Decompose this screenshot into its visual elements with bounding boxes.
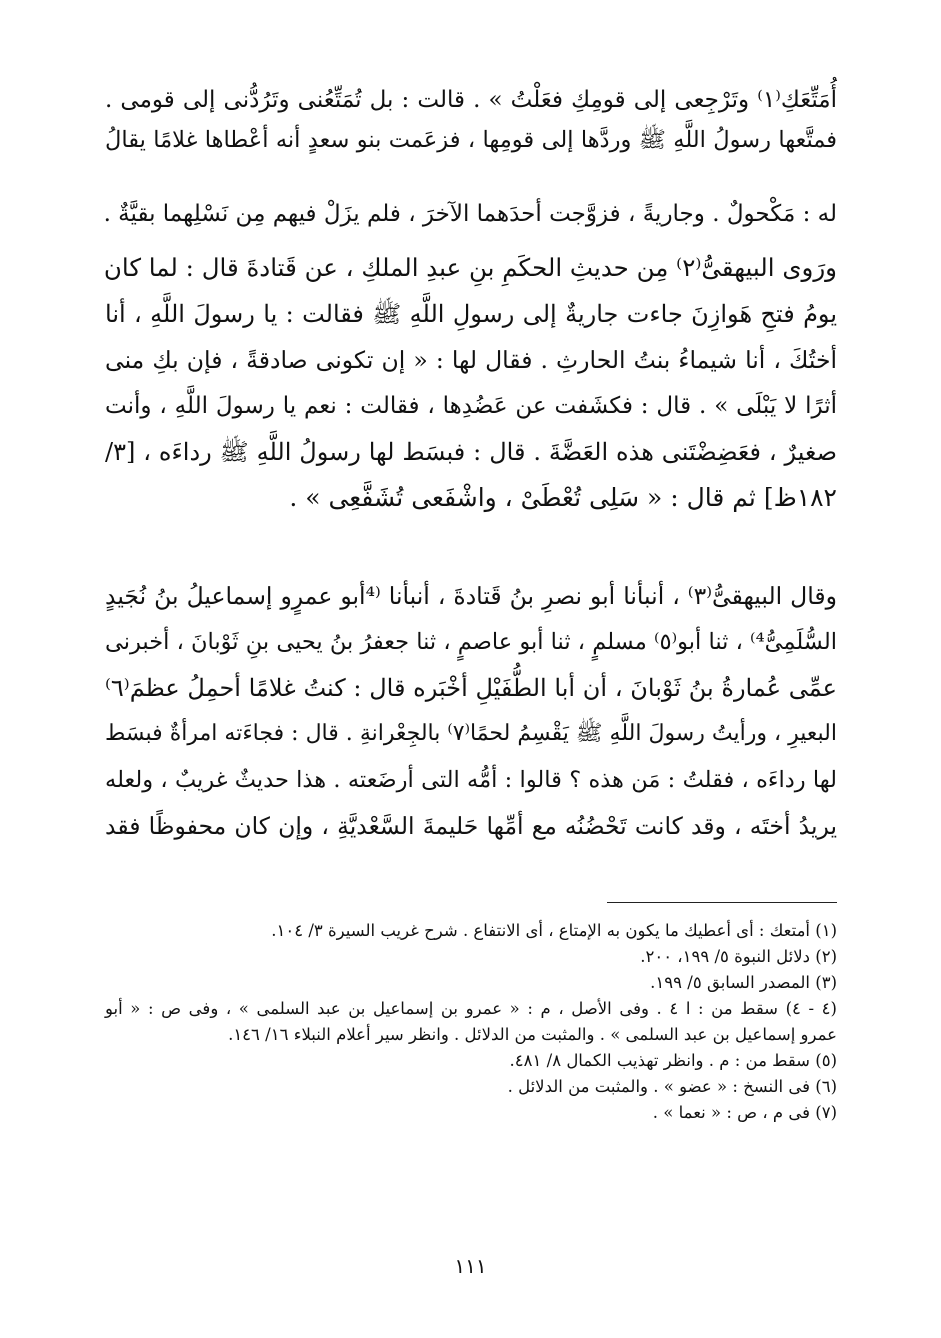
body-line-3: له : مَكْحولٌ . وجاريةً ، فزوَّجت أحدَهما الآخرَ ، فلم يزَلْ فيهم مِن نَسْلِهما بقيَّةٌ . (103, 201, 837, 227)
body-line-12: عمِّى عُمارةُ بنُ ثَوْبانَ ، أن أبا الطُّفَيْلِ أخْبَره قال : كنتُ غلامًا أحمِلُ عظمَ⁽٦⁾ (105, 674, 837, 702)
body-line-11: السُّلَمِىُّ⁴⁾ ، ثنا أبو⁽٥⁾ مسلمٍ ، ثنا أبو عاصمٍ ، ثنا جعفرُ بنُ يحيى بنِ ثَوْبانَ ، أخبرنى (105, 629, 837, 655)
footnote-7: (٧) فى م ، ص : « نعما » . (652, 1103, 837, 1122)
footnote-2: (٢) دلائل النبوة ٥/ ١٩٩، ٢٠٠. (640, 947, 837, 966)
body-line-8: صغيرٌ ، فعَضِضْتَنى هذه العَضَّةَ . قال : فبسَط لها رسولُ اللَّهِ ﷺ رداءَه ، [٣/ (105, 438, 837, 466)
footnote-divider (607, 902, 837, 903)
body-line-6: أختُكَ ، أنا شيماءُ بنتُ الحارثِ . فقال لها : « إن تكونى صادقةً ، فإن بكِ منى (105, 346, 837, 374)
page-number: ١١١ (454, 1254, 487, 1278)
footnote-6: (٦) فى النسخ : « عضو » . والمثبت من الدلائل . (507, 1077, 837, 1096)
body-line-2: فمتَّعها رسولُ اللَّهِ ﷺ وردَّها إلى قومِها ، فزعَمت بنو سعدٍ أنه أعْطاها غلامًا يقالُ (105, 127, 837, 153)
footnote-1: (١) أمتعك : أى أعطيك ما يكون به الإمتاع ، أى الانتفاع . شرح غريب السيرة ٣/ ١٠٤. (271, 921, 837, 940)
body-line-13: البعيرِ ، ورأيتُ رسولَ اللَّهِ ﷺ يَقْسِمُ لحمًا⁽٧⁾ بالجِعْرانةِ . قال : فجاءَته امرأةٌ فبسَط (105, 721, 837, 746)
body-line-14: لها رداءَه ، فقلتُ : مَن هذه ؟ قالوا : أمُّه التى أرضَعته . هذا حديثٌ غريبٌ ، ولعله (105, 767, 837, 793)
body-line-5: يومُ فتحِ هَوازِنَ جاءت جاريةٌ إلى رسولِ اللَّهِ ﷺ فقالت : يا رسولَ اللَّهِ ، أنا (105, 300, 837, 328)
body-line-9: ١٨٢ظ] ثم قال : « سَلِى تُعْطَىْ ، واشْفَعى تُشَفَّعِى » . (289, 483, 837, 512)
footnote-5: (٥) سقط من : م . وانظر تهذيب الكمال ٨/ ٤٨١. (509, 1051, 837, 1070)
footnote-4-continued: عمرو إسماعيل بن عبد السلمى » . والمثبت من الدلائل . وانظر سير أعلام النبلاء ١٦/ ١٤٦. (228, 1025, 837, 1044)
body-line-15: يريدُ أختَه ، وقد كانت تَحْضُنُه مع أمِّها حَليمةَ السَّعْديَّةِ ، وإن كان محفوظًا فقد (105, 812, 837, 840)
footnote-3: (٣) المصدر السابق ٥/ ١٩٩. (650, 973, 837, 992)
body-line-7: أثرًا لا يَبْلَى » . قال : فكشَفت عن عَضُدِها ، فقالت : نعم يا رسولَ اللَّهِ ، وأنت (105, 393, 837, 419)
body-line-10: وقال البيهقىُّ⁽٣⁾ ، أنبأنا أبو نصرِ بنُ قَتادةَ ، أنبأنا ⁽⁴أبو عمرٍو إسماعيلُ بنُ نُجَيدٍ (105, 582, 837, 610)
footnote-4: (٤ - ٤) سقط من : ا ٤ . وفى الأصل ، م : « عمرو بن إسماعيل بن عبد السلمى » ، وفى ص : « أبو (105, 999, 837, 1018)
body-line-4: ورَوى البيهقىُّ⁽٢⁾ مِن حديثِ الحكَمِ بنِ عبدِ الملكِ ، عن قَتادةَ قال : لما كان (103, 253, 837, 282)
body-line-1: أُمَتِّعَكِ⁽١⁾ وتَرْجِعى إلى قومِكِ فعَلْتُ » . قالت : بل تُمَتِّعُنى وتَرُدُّنى إلى قومى . (105, 87, 837, 113)
